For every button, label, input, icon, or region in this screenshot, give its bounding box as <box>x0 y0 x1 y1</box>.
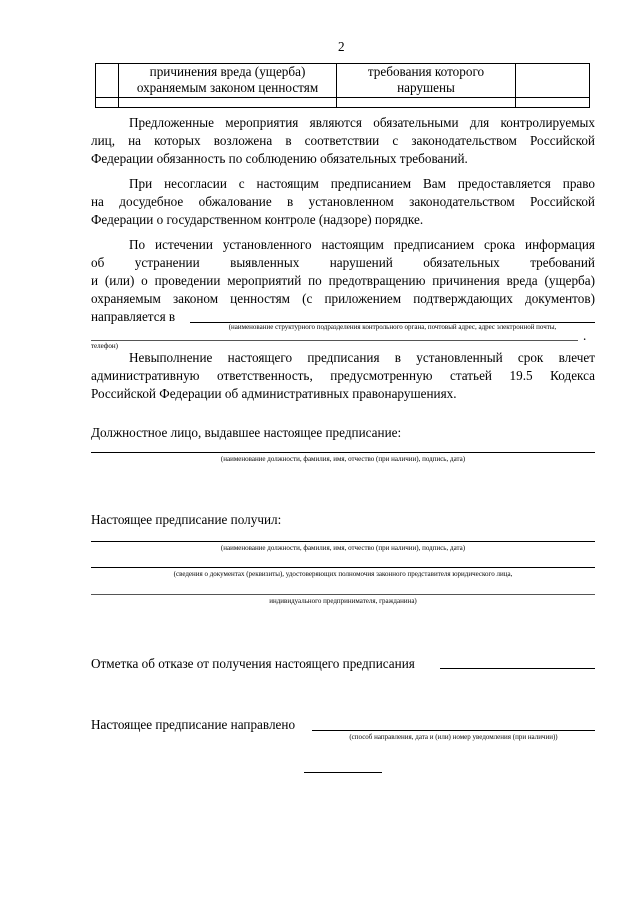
table-cell <box>119 64 337 98</box>
text-line: Федерации о государственном контроле (надзоре) порядке. <box>91 212 424 227</box>
field-caption: телефон) <box>91 342 118 350</box>
table-cell <box>516 98 590 108</box>
signature-line[interactable] <box>91 452 595 453</box>
text-line: Предложенные мероприятия являются обязательными для контролируемых <box>129 115 595 130</box>
section-label: Настоящее предписание получил: <box>91 512 282 527</box>
field-caption: (способ направления, дата и (или) номер уведомления (при наличии)) <box>349 733 558 741</box>
fill-line[interactable] <box>91 567 595 568</box>
word: требований <box>530 255 595 270</box>
text-line: на досудебное обжалование в установленном законодательством Российской <box>91 194 595 209</box>
table-cell <box>337 64 516 98</box>
table-row <box>96 98 590 108</box>
text-line <box>91 254 595 272</box>
measures-table <box>95 63 590 108</box>
table-cell-text: причинения вреда (ущерба) <box>149 64 306 79</box>
end-divider <box>304 772 382 773</box>
section-label: Отметка об отказе от получения настоящего предписания <box>91 656 415 671</box>
fill-line[interactable] <box>91 594 595 595</box>
fill-line[interactable] <box>440 668 595 669</box>
word: об <box>91 255 105 270</box>
text-line: По истечении установленного настоящим предписанием срока информация <box>129 237 595 252</box>
text-line: охраняемым законом ценностям (с приложением подтверждающих документов) <box>91 291 595 306</box>
field-caption: (наименование должности, фамилия, имя, отчество (при наличии), подпись, дата) <box>220 544 466 552</box>
word: устранении <box>134 255 200 270</box>
field-caption: (наименование должности, фамилия, имя, отчество (при наличии), подпись, дата) <box>220 455 466 463</box>
table-cell-text: требования которого <box>367 64 485 79</box>
table-cell-text: нарушены <box>397 80 455 95</box>
table-cell <box>337 98 516 108</box>
table-cell-text: охраняемым законом ценностям <box>136 80 319 95</box>
fill-line <box>91 340 578 341</box>
table-cell <box>96 64 119 98</box>
section-label: Настоящее предписание направлено <box>91 717 296 732</box>
signature-line[interactable] <box>91 541 595 542</box>
punctuation: . <box>583 328 587 343</box>
text-line: административную ответственность, предусмотренную статьей 19.5 Кодекса <box>91 368 595 383</box>
field-caption: (сведения о документах (реквизиты), удостоверяющих полномочия законного представителя юридического лица, <box>173 570 513 578</box>
word: выявленных <box>230 255 300 270</box>
text-line: Федерации обязанность по соблюдению обязательных требований. <box>91 151 468 166</box>
section-label: Должностное лицо, выдавшее настоящее предписание: <box>91 425 402 440</box>
page-number: 2 <box>338 39 345 54</box>
text-line: направляется в <box>91 309 176 324</box>
text-line: Невыполнение настоящего предписания в установленный срок влечет <box>129 350 595 365</box>
word: нарушений <box>329 255 393 270</box>
field-caption: (наименование структурного подразделения контрольного органа, почтовый адрес, адрес электронной почты, <box>228 323 557 331</box>
table-row <box>96 64 590 98</box>
text-line: лиц, на которых возложена в соответствии с законодательством Российской <box>91 133 595 148</box>
text-line: При несогласии с настоящим предписанием Вам предоставляется право <box>129 176 595 191</box>
word: обязательных <box>423 255 500 270</box>
table-cell <box>119 98 337 108</box>
table-cell <box>516 64 590 98</box>
text-line: Российской Федерации об административных правонарушениях. <box>91 386 457 401</box>
table-cell <box>96 98 119 108</box>
field-caption: индивидуального предпринимателя, гражданина) <box>269 597 417 605</box>
fill-line[interactable] <box>312 730 595 731</box>
text-line: и (или) о проведении мероприятий по предотвращению причинения вреда (ущерба) <box>91 273 595 288</box>
